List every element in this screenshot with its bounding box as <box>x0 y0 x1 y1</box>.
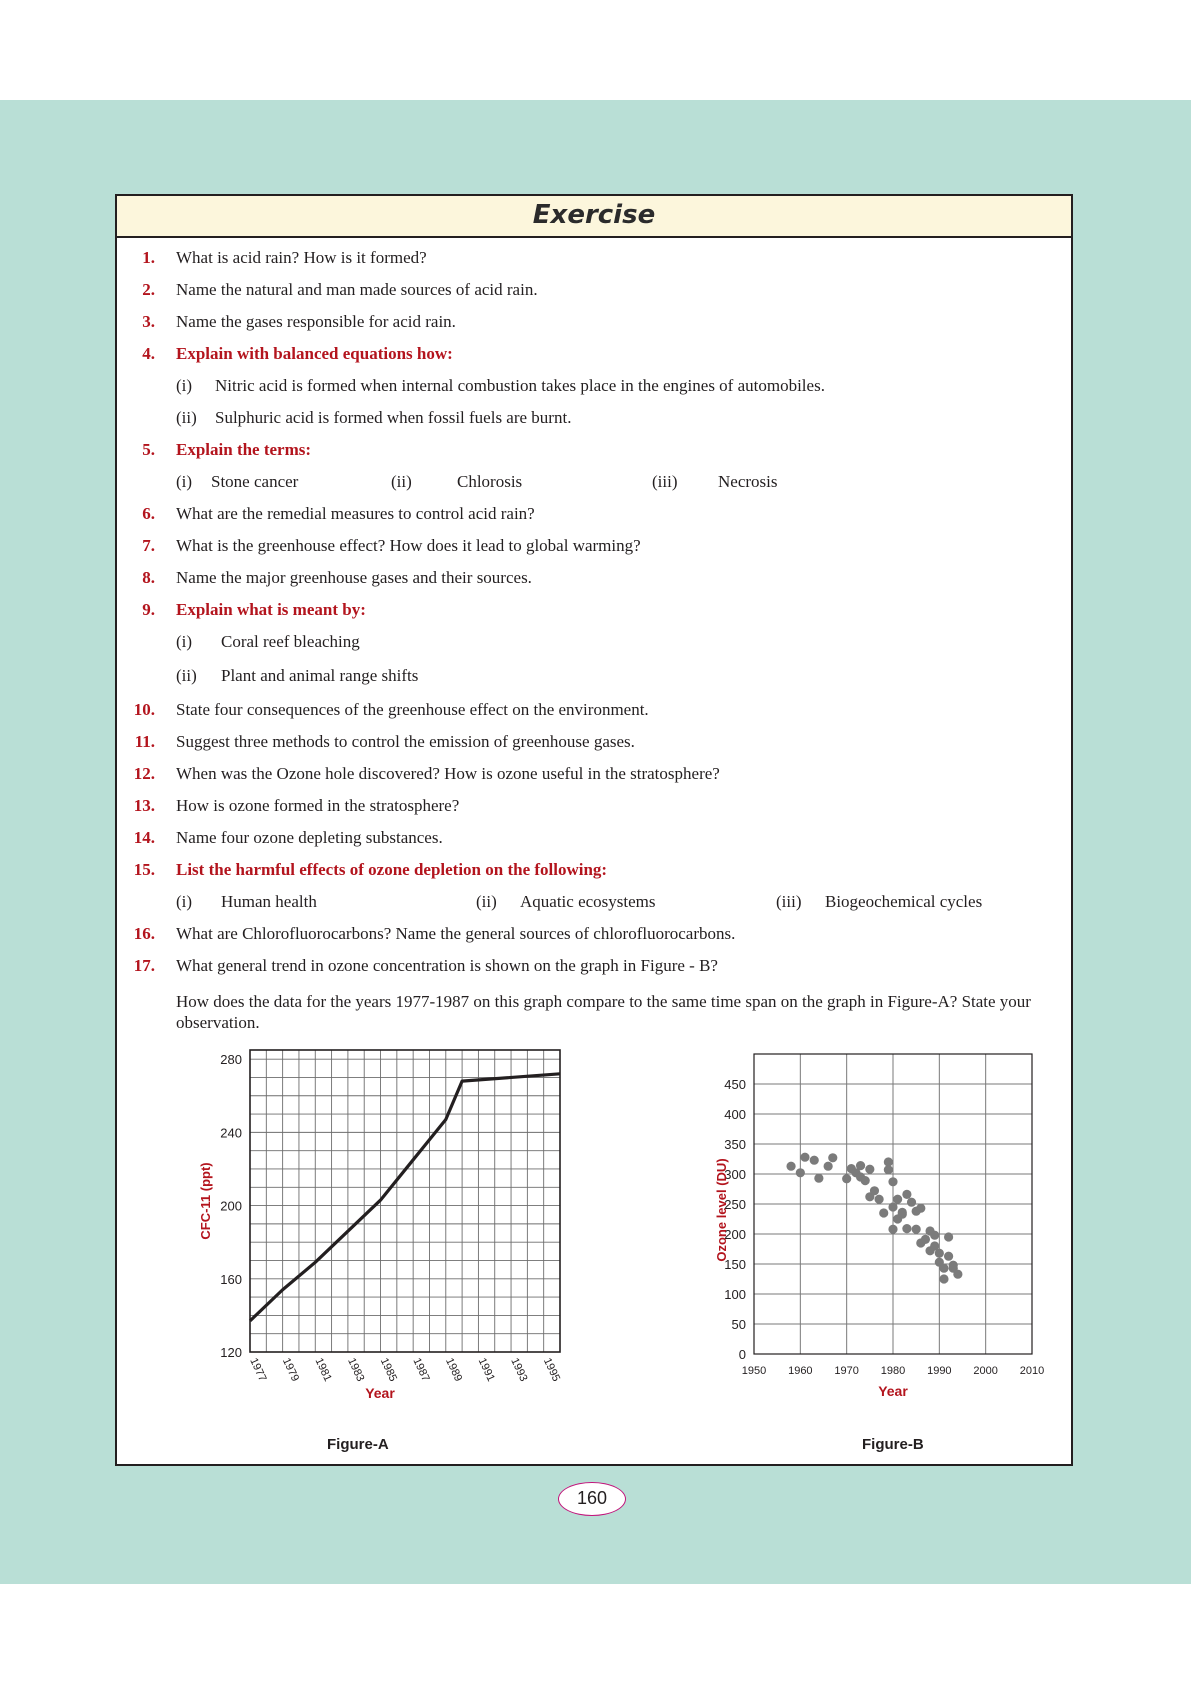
question-number: 6. <box>142 504 155 523</box>
x-tick-label: 1993 <box>508 1356 530 1384</box>
question-text: What are Chlorofluorocarbons? Name the general sources of chlorofluorocarbons. <box>176 924 736 943</box>
data-point <box>810 1156 819 1165</box>
question-text: List the harmful effects of ozone depletion on the following: <box>176 860 608 879</box>
question-number: 13. <box>133 796 155 815</box>
y-tick-label: 450 <box>724 1077 746 1092</box>
y-tick-label: 200 <box>724 1227 746 1242</box>
x-tick-label: 1977 <box>247 1356 269 1384</box>
x-tick-label: 1981 <box>312 1356 334 1384</box>
question-number: 8. <box>142 568 155 587</box>
data-point <box>824 1162 833 1171</box>
x-tick-label: 1987 <box>410 1356 432 1384</box>
data-point <box>944 1232 953 1241</box>
data-point <box>953 1270 962 1279</box>
x-tick-label: 2010 <box>1019 1365 1045 1377</box>
x-tick-label: 1979 <box>279 1356 302 1384</box>
exercise-header <box>117 196 1071 238</box>
data-point <box>907 1198 916 1207</box>
question-number: 10. <box>133 700 155 719</box>
data-point <box>888 1177 897 1186</box>
question-text: Name four ozone depleting substances. <box>176 828 443 847</box>
sub-item-number: (ii) <box>391 472 412 491</box>
question-text: Name the major greenhouse gases and their sources. <box>176 568 532 587</box>
question-number: 15. <box>133 860 155 879</box>
sub-item-number: (iii) <box>652 472 678 491</box>
sub-item-text: Aquatic ecosystems <box>520 892 656 911</box>
sub-item-number: (iii) <box>776 892 802 911</box>
question-text: Explain with balanced equations how: <box>176 344 453 363</box>
sub-item-number: (ii) <box>476 892 497 911</box>
x-tick-label: 1983 <box>345 1356 367 1384</box>
question-number: 5. <box>142 440 155 459</box>
question-number: 14. <box>133 828 155 847</box>
x-tick-label: 2000 <box>973 1365 998 1377</box>
x-tick-label: 1989 <box>443 1356 465 1384</box>
y-tick-label: 250 <box>724 1197 746 1212</box>
sub-item-text: Necrosis <box>718 472 778 491</box>
sub-item-number: (i) <box>176 892 193 911</box>
sub-item-number: (i) <box>176 632 193 651</box>
question-number: 4. <box>142 344 155 363</box>
data-point <box>888 1225 897 1234</box>
question-text: Explain the terms: <box>176 440 312 459</box>
figure-a-caption: Figure-A <box>327 1436 389 1453</box>
data-point <box>944 1252 953 1261</box>
data-point <box>912 1225 921 1234</box>
question-number: 17. <box>133 956 155 975</box>
question-number: 7. <box>142 536 155 555</box>
sub-item-text: Biogeochemical cycles <box>825 892 983 911</box>
y-tick-label: 400 <box>724 1107 746 1122</box>
question-text: Name the natural and man made sources of acid rain. <box>176 280 538 299</box>
y-tick-label: 300 <box>724 1167 746 1182</box>
sub-item-text: Sulphuric acid is formed when fossil fuels are burnt. <box>215 408 572 427</box>
y-tick-label: 350 <box>724 1137 746 1152</box>
data-point <box>842 1174 851 1183</box>
sub-item-number: (ii) <box>176 666 197 685</box>
data-point <box>893 1195 902 1204</box>
sub-item-number: (i) <box>176 376 193 395</box>
figure-b-ozone-chart <box>682 1042 1052 1402</box>
sub-item-text: Human health <box>221 892 317 911</box>
data-point <box>861 1176 870 1185</box>
data-point <box>796 1168 805 1177</box>
data-point <box>786 1162 795 1171</box>
sub-item-text: Stone cancer <box>211 472 299 491</box>
x-tick-label: 1991 <box>475 1356 497 1384</box>
y-tick-label: 280 <box>220 1052 242 1068</box>
question-text: Name the gases responsible for acid rain. <box>176 312 456 331</box>
x-tick-label: 1970 <box>834 1365 859 1377</box>
y-tick-label: 100 <box>724 1287 746 1302</box>
data-point <box>902 1190 911 1199</box>
x-axis-title: Year <box>365 1385 395 1401</box>
plot-frame <box>250 1050 560 1352</box>
y-tick-label: 150 <box>724 1257 746 1272</box>
y-tick-label: 240 <box>220 1125 242 1141</box>
question-number: 9. <box>142 600 155 619</box>
data-point <box>888 1202 897 1211</box>
question-text: What is the greenhouse effect? How does it lead to global warming? <box>176 536 641 555</box>
exercise-title: Exercise <box>532 200 656 230</box>
question-number: 3. <box>142 312 155 331</box>
sub-item-text: Nitric acid is formed when internal combustion takes place in the engines of automobiles. <box>215 376 825 395</box>
question-text: When was the Ozone hole discovered? How is ozone useful in the stratosphere? <box>176 764 720 783</box>
question-text: What is acid rain? How is it formed? <box>176 248 427 267</box>
data-point <box>949 1261 958 1270</box>
y-axis-title: CFC-11 (ppt) <box>198 1162 213 1240</box>
figure-b-caption: Figure-B <box>862 1436 924 1453</box>
question-number: 11. <box>134 732 155 751</box>
y-tick-label: 50 <box>731 1317 746 1332</box>
x-tick-label: 1950 <box>741 1365 767 1377</box>
page-number: 160 <box>558 1482 626 1516</box>
x-axis-title: Year <box>878 1383 908 1399</box>
y-tick-label: 120 <box>220 1345 242 1360</box>
x-tick-label: 1995 <box>540 1356 563 1384</box>
data-point <box>884 1165 893 1174</box>
question-text: What are the remedial measures to control acid rain? <box>176 504 535 523</box>
question-text: Explain what is meant by: <box>176 600 366 619</box>
cfc11-line <box>250 1074 560 1321</box>
question-number: 2. <box>142 280 155 299</box>
data-point <box>828 1153 837 1162</box>
figure-a-cfc11-chart <box>157 1040 577 1420</box>
data-point <box>939 1264 948 1273</box>
x-tick-label: 1985 <box>377 1356 400 1384</box>
data-point <box>856 1161 865 1170</box>
question-number: 16. <box>133 924 155 943</box>
x-tick-label: 1990 <box>927 1365 952 1377</box>
data-point <box>921 1235 930 1244</box>
y-tick-label: 160 <box>220 1271 242 1287</box>
data-point <box>935 1249 944 1258</box>
question-text: How is ozone formed in the stratosphere? <box>176 796 460 815</box>
y-tick-label: 200 <box>220 1198 242 1214</box>
y-axis-title: Ozone level (DU) <box>714 1158 729 1262</box>
data-point <box>902 1224 911 1233</box>
data-point <box>865 1165 874 1174</box>
data-point <box>930 1231 939 1240</box>
data-point <box>800 1153 809 1162</box>
sub-item-text: Coral reef bleaching <box>221 632 360 651</box>
y-tick-label: 0 <box>738 1347 746 1362</box>
data-point <box>939 1274 948 1283</box>
sub-item-number: (ii) <box>176 408 197 427</box>
sub-item-text: Chlorosis <box>457 472 523 491</box>
x-tick-label: 1980 <box>880 1365 906 1377</box>
question-text: State four consequences of the greenhouse effect on the environment. <box>176 700 649 719</box>
data-point <box>898 1210 907 1219</box>
data-point <box>870 1186 879 1195</box>
question-text: Suggest three methods to control the emission of greenhouse gases. <box>176 732 635 751</box>
question-17-followup: How does the data for the years 1977-1987 on this graph compare to the same time span on the graph in Figure-A? State your observation. <box>176 992 1031 1032</box>
data-point <box>879 1208 888 1217</box>
sub-item-number: (i) <box>176 472 193 491</box>
data-point <box>916 1204 925 1213</box>
sub-item-text: Plant and animal range shifts <box>221 666 419 685</box>
question-text: What general trend in ozone concentration is shown on the graph in Figure - B? <box>176 956 718 975</box>
data-point <box>875 1195 884 1204</box>
data-point <box>814 1174 823 1183</box>
x-tick-label: 1960 <box>788 1365 813 1377</box>
question-number: 12. <box>133 764 155 783</box>
exercise-box <box>115 194 1073 1466</box>
question-number: 1. <box>142 248 155 267</box>
